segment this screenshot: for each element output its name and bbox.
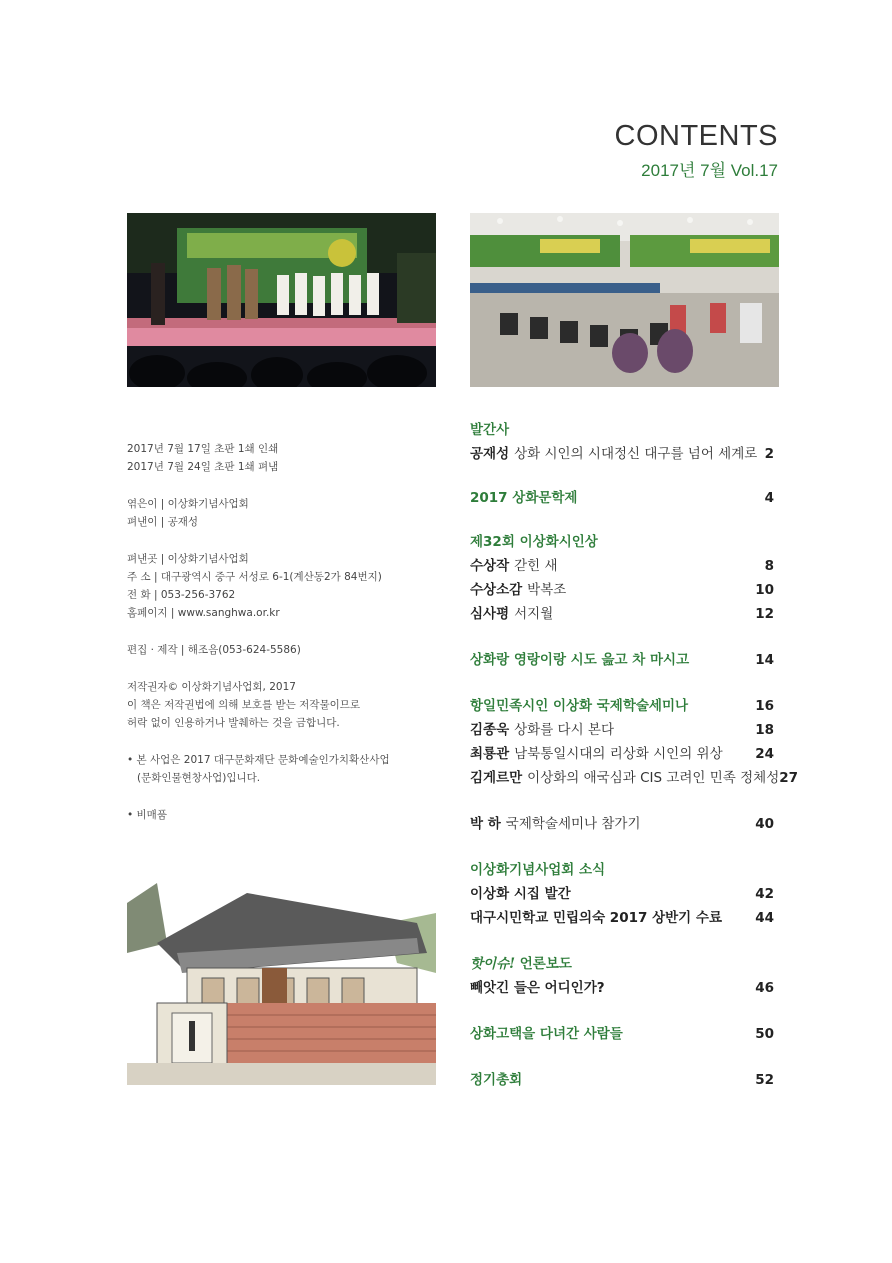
copyright-notice-1: 이 책은 저작권법에 의해 보호를 받는 저작물이므로 bbox=[127, 699, 361, 711]
copyright-line: 저작권자© 이상화기념사업회, 2017 bbox=[127, 681, 296, 693]
address: 주 소 | 대구광역시 중구 서성로 6-1(계산동2가 84번지) bbox=[127, 571, 382, 583]
issue-label: 2017년 7월 Vol.17 bbox=[641, 161, 778, 180]
table-of-contents bbox=[470, 418, 799, 1092]
photo-international-seminar bbox=[470, 213, 779, 387]
toc-entry[interactable]: 수상작 갇힌 새 8 bbox=[470, 558, 774, 574]
phone: 전 화 | 053-256-3762 bbox=[127, 589, 236, 601]
toc-section-head[interactable]: 정기총회 52 bbox=[470, 1072, 774, 1088]
toc-entry[interactable]: 김게르만 이상화의 애국심과 CIS 고려인 민족 정체성 27 bbox=[470, 770, 799, 786]
project-note: • 본 사업은 2017 대구문화재단 문화예술인가치확산사업 (문화인물현창사업)입니다. bbox=[127, 751, 407, 787]
toc-section-head: 핫이슈! 언론보도 bbox=[470, 956, 572, 972]
toc-entry[interactable]: 박 하 국제학술세미나 참가기 40 bbox=[470, 816, 774, 832]
toc-entry[interactable]: 최룡관 남북통일시대의 리상화 시인의 위상 24 bbox=[470, 746, 774, 762]
toc-section-head[interactable]: 상화고택을 다녀간 사람들 50 bbox=[470, 1026, 774, 1042]
toc-entry[interactable]: 김종욱 상화를 다시 본다 18 bbox=[470, 722, 774, 738]
publisher-org: 펴낸곳 | 이상화기념사업회 bbox=[127, 553, 249, 565]
publisher-person: 펴낸이 | 공재성 bbox=[127, 516, 199, 528]
toc-section-head: 제32회 이상화시인상 bbox=[470, 534, 598, 550]
toc-entry[interactable]: 이상화 시집 발간 42 bbox=[470, 886, 774, 902]
toc-section-head[interactable]: 2017 상화문학제 4 bbox=[470, 490, 774, 506]
toc-entry[interactable]: 공재성 상화 시인의 시대정신 대구를 넘어 세계로 2 bbox=[470, 446, 774, 462]
production-credit: 편집 · 제작 | 해조음(053-624-5586) bbox=[127, 644, 301, 656]
toc-section-head: 발간사 bbox=[470, 422, 510, 438]
toc-section-head[interactable]: 항일민족시인 이상화 국제학술세미나 16 bbox=[470, 698, 774, 714]
publish-date: 2017년 7월 24일 초판 1쇄 펴냄 bbox=[127, 461, 279, 473]
hot-issue-script: 핫이슈! bbox=[470, 956, 516, 972]
toc-entry[interactable]: 수상소감 박복조 10 bbox=[470, 582, 774, 598]
toc-entry[interactable]: 대구시민학교 민립의숙 2017 상반기 수료 44 bbox=[470, 910, 774, 926]
toc-section-head: 이상화기념사업회 소식 bbox=[470, 862, 606, 878]
illustration-sanghwa-house bbox=[127, 883, 436, 1085]
toc-entry[interactable]: 빼앗긴 들은 어디인가? 46 bbox=[470, 980, 774, 996]
colophon bbox=[127, 440, 447, 843]
copyright-notice-2: 허락 없이 인용하거나 발췌하는 것을 금합니다. bbox=[127, 717, 340, 729]
page-title: CONTENTS bbox=[614, 120, 778, 152]
not-for-sale: • 비매품 bbox=[127, 806, 447, 824]
toc-section-head[interactable]: 상화랑 영랑이랑 시도 읊고 차 마시고 14 bbox=[470, 652, 774, 668]
print-date: 2017년 7월 17일 초판 1쇄 인쇄 bbox=[127, 443, 279, 455]
photo-festival-stage bbox=[127, 213, 436, 387]
homepage: 홈페이지 | www.sanghwa.or.kr bbox=[127, 607, 280, 619]
toc-entry[interactable]: 심사평 서지월 12 bbox=[470, 606, 774, 622]
editor: 엮은이 | 이상화기념사업회 bbox=[127, 498, 249, 510]
